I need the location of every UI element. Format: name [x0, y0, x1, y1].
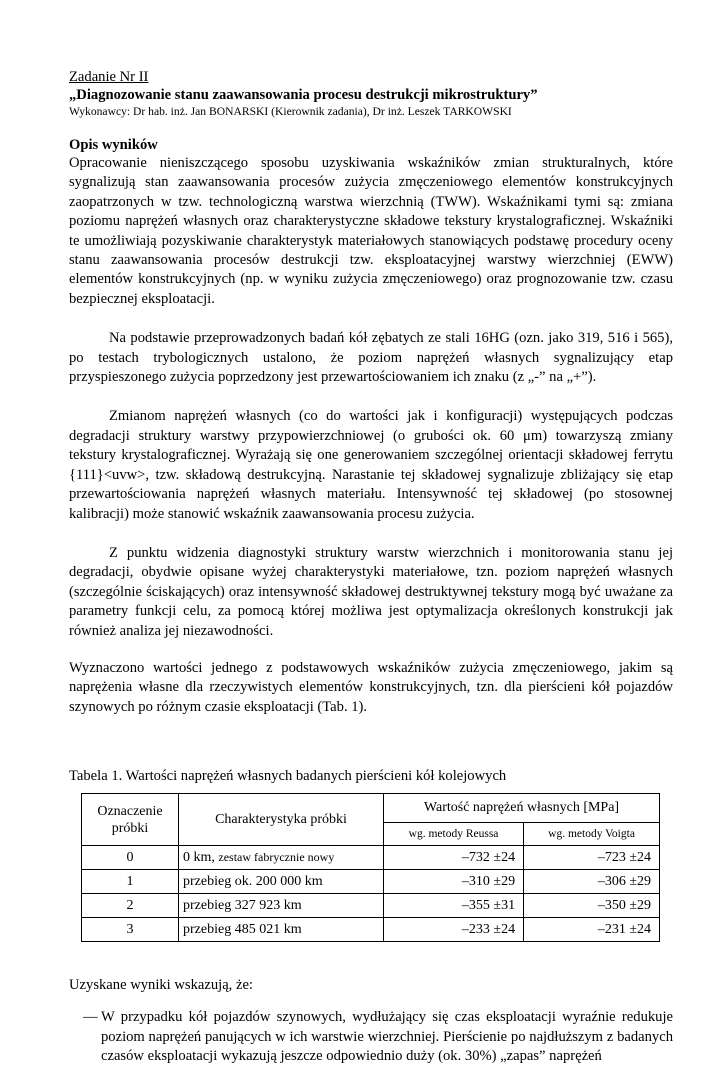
cell-sample-id: 0	[82, 846, 179, 870]
cell-reuss: –355 ±31	[384, 894, 524, 918]
header-sample: Oznaczenie próbki	[82, 794, 179, 846]
header-voigt: wg. metody Voigta	[524, 823, 660, 846]
paragraph-measurements: Wyznaczono wartości jednego z podstawowych wskaźników zużycia zmęczeniowego, jakim są naprężenia własne dla rzeczywistych elementów konstrukcyjnych, tzn. dla pierścieni kół pojazdów szynowych po różnym czasie eksploatacji (Tab. 1).	[69, 659, 673, 715]
conclusion-bullet	[69, 1008, 673, 1066]
cell-reuss: –233 ±24	[384, 918, 524, 942]
cell-sample-id: 1	[82, 870, 179, 894]
cell-voigt: –723 ±24	[524, 846, 660, 870]
table-row	[82, 894, 660, 918]
cell-sample-id: 2	[82, 894, 179, 918]
cell-voigt: –306 ±29	[524, 870, 660, 894]
table-caption: Tabela 1. Wartości naprężeń własnych badanych pierścieni kół kolejowych	[69, 768, 507, 785]
document-title: „Diagnozowanie stanu zaawansowania procesu destrukcji mikrostruktury”	[69, 87, 538, 103]
table-row	[82, 918, 660, 942]
bullet-text: W przypadku kół pojazdów szynowych, wydłużający się czas eksploatacji wyraźnie redukuje poziom naprężeń panujących w ich warstwie wierzchniej. Pierścienie po najdłuższym z badanych czasów eksploatacji wykazują jeszcze odpowiednio duży (ok. 30%) „zapas” naprężeń	[101, 1009, 673, 1064]
dash-bullet-icon: —	[83, 1009, 98, 1026]
cell-description	[179, 846, 384, 870]
table-row	[82, 846, 660, 870]
paragraph-diagnostics: Z punktu widzenia diagnostyki struktury warstw wierzchnich i monitorowania stanu jej degradacji, obydwie opisane wyżej charakterystyki materiałowe, tzn. poziom naprężeń własnych (szczególnie ściskających) oraz intensywność składowej destruktywnej tekstury mogą być uważane za parametry funkcji celu, za pomocą której możliwa jest optymalizacja określonych konstrukcji jak również analiza jej niezawodności.	[69, 544, 673, 639]
header-value: Wartość naprężeń własnych [MPa]	[384, 794, 660, 823]
cell-description: przebieg 327 923 km	[179, 894, 384, 918]
authors-line: Wykonawcy: Dr hab. inż. Jan BONARSKI (Kierownik zadania), Dr inż. Leszek TARKOWSKI	[69, 105, 512, 118]
paragraph-intro: Opracowanie nieniszczącego sposobu uzyskiwania wskaźników zmian strukturalnych, które sygnalizują stan zaawansowania procesów zużycia zmęczeniowego elementów konstrukcyjnych zaopatrzonych w tzw. technologiczną warstwa wierzchnią (TWW). Wskaźnikami tymi są: zmiana poziomu naprężeń własnych oraz charakterystyczne składowe tekstury krystalograficznej. Wskaźniki te umożliwiają pozyskiwanie charakterystyk materiałowych stanowiących podstawę procedury oceny stanu zaawansowania procesów destrukcji tzw. eksploatacyjnej warstwy wierzchniej (EWW) elementów konstrukcyjnych (np. w wyniku zużycia zmęczeniowego) oraz prognozowanie tzw. czasu bezpiecznej eksploatacji.	[69, 155, 673, 307]
cell-description-note: zestaw fabrycznie nowy	[218, 849, 335, 864]
section-title: Opis wyników	[69, 137, 158, 153]
cell-description: przebieg 485 021 km	[179, 918, 384, 942]
conclusion-intro: Uzyskane wyniki wskazują, że:	[69, 977, 253, 994]
document-page	[69, 68, 673, 1066]
cell-reuss: –310 ±29	[384, 870, 524, 894]
paragraph-texture: Zmianom naprężeń własnych (co do wartości jak i konfiguracji) występujących podczas degradacji struktury warstwy przypowierzchniowej (o grubości ok. 60 μm) towarzyszą zmiany tekstury krystalograficznej. Wyrażają się one generowaniem szczególnej orientacji składowej ferrytu {111}<uvw>, tzw. składową destrukcyjną. Narastanie tej składowej sygnalizuje zbliżający się etap przewartościowania naprężeń własnych materiału. Intensywność tej składowej (po stosownej kalibracji) może stanowić wskaźnik zaawansowania procesu zużycia.	[69, 408, 673, 522]
cell-description-main: 0 km,	[183, 849, 219, 865]
cell-sample-id: 3	[82, 918, 179, 942]
cell-voigt: –350 ±29	[524, 894, 660, 918]
task-label: Zadanie Nr II	[69, 69, 149, 85]
table-row	[82, 870, 660, 894]
header-reuss: wg. metody Reussa	[384, 823, 524, 846]
paragraph-gears: Na podstawie przeprowadzonych badań kół zębatych ze stali 16HG (ozn. jako 319, 516 i 565), po testach trybologicznych ustalono, że poziom naprężeń własnych sygnalizujący etap przyspieszonego zużycia poprzedzony jest przewartościowaniem ich znaku (z „-” na „+”).	[69, 330, 673, 386]
header-description: Charakterystyka próbki	[179, 794, 384, 846]
cell-reuss: –732 ±24	[384, 846, 524, 870]
cell-description: przebieg ok. 200 000 km	[179, 870, 384, 894]
stress-table	[81, 793, 660, 942]
cell-voigt: –231 ±24	[524, 918, 660, 942]
